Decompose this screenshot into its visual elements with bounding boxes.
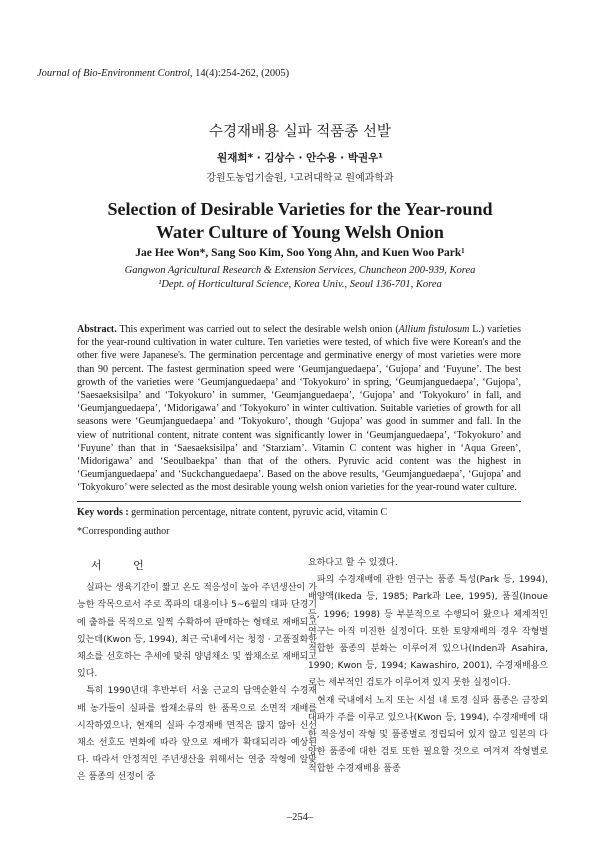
keywords <box>77 507 521 518</box>
journal-name: Journal of Bio-Environment Control, <box>37 68 193 79</box>
abstract <box>77 323 521 495</box>
body-paragraph-continued: 요하다고 할 수 있겠다. <box>308 558 398 568</box>
keywords-label: Key words : <box>77 507 129 518</box>
english-affiliation <box>0 264 600 292</box>
abstract-divider <box>77 501 521 502</box>
corresponding-author-note: *Corresponding author <box>77 526 170 537</box>
english-authors: Jae Hee Won*, Sang Soo Kim, Soo Yong Ahn, and Kuen Woo Park¹ <box>135 247 465 259</box>
body-paragraph: 파의 수경재배에 관한 연구는 품종 특성(Park 등, 1994), 배양액(Ikeda 등, 1985; Park과 Lee, 1995), 품질(Inoue 등, 1996; 1998) 등 부분적으로 수행되어 왔으나 체계적인 연구는 아직 미진한 실정이다. 또한 토양재배의 경우 작형별 적합한 품종의 분화는 이루어져 있으나(Inden과 Asahira, 1990; Kwon 등, 1994; Kawashiro, 2001), 수경재배용으로는 세부적인 검토가 이루어져 있지 못한 실정이다. <box>308 575 548 689</box>
affiliation-line-1: Gangwon Agricultural Research & Extension Services, Chuncheon 200-939, Korea <box>124 265 476 276</box>
body-column-left <box>77 555 317 787</box>
keywords-text: germination percentage, nitrate content, pyruvic acid, vitamin C <box>128 507 388 518</box>
journal-reference <box>37 68 289 79</box>
korean-authors: 원재희* · 김상수 · 안수용 · 박권우¹ <box>217 152 383 164</box>
english-title <box>0 198 600 244</box>
english-title-line-2: Water Culture of Young Welsh Onion <box>156 222 444 242</box>
body-paragraph: 실파는 생육기간이 짧고 온도 적응성이 높아 주년생산이 가능한 작목으로서 주로 쪽파의 대용이나 5~6월의 대파 단경기에 출하를 목적으로 일찍 수확하여 판매하는 형태로 재배되고 있는데(Kwon 등, 1994), 최근 국내에서는 청정 · 고품질화한 채소를 선호하는 추세에 맞춰 양념채소 및 쌈채소로 재배되고 있다. <box>77 583 317 680</box>
section-heading-introduction: 서 언 <box>91 559 158 572</box>
journal-issue: 14(4):254-262, (2005) <box>195 68 290 79</box>
korean-affiliation: 강원도농업기술원, ¹고려대학교 원예과학과 <box>206 173 394 184</box>
abstract-label: Abstract. <box>77 324 117 335</box>
page-number: –254– <box>286 812 314 823</box>
scientific-name: Allium fistulosum <box>398 324 470 335</box>
body-paragraph: 특히 1990년대 후반부터 서울 근교의 담액순환식 수경재배 농가들이 실파를 쌈채소류의 한 품목으로 소면적 재배를 시작하였으나, 현재의 실파 수경재배 면적은 많지 않아 신선채소 선호도 변화에 따라 앞으로 재배가 확대되리라 예상된다. 따라서 안정적인 주년생산을 위해서는 연중 작형에 알맞은 품종의 선정이 중 <box>77 686 317 783</box>
affiliation-line-2: ¹Dept. of Horticultural Science, Korea Univ., Seoul 136-701, Korea <box>158 279 442 290</box>
abstract-text-a: This experiment was carried out to select the desirable welsh onion ( <box>116 324 399 335</box>
korean-title: 수경재배용 실파 적품종 선발 <box>209 124 391 140</box>
abstract-text-b: L.) varieties for the year-round cultivation in water culture. Ten varieties were tested, of which five were Korean's and the other five were Japanese's. The germination percentage and germinative energy of most varieties were more than 90 percent. The fastest germination speed were ‘Geumjanguedaepa’, ‘Gujopa’ and ‘Fuyune’. The best growth of the varieties were ‘Geumjanguedaepa’ and ‘Tokyokuro’ in spring, ‘Geumjanguedaepa’, ‘Gujopa’, ‘Saesaeksisilpa’ and ‘Tokyokuro’ in summer, ‘Geumjanguedaepa’, ‘Gujopa’ and ‘Tokyokuro’ in fall, and ‘Geumjanguedaepa’, ‘Midorigawa’ and ‘Tokyokuro’ in winter cultivation. Suitable varieties of growth for all seasons were ‘Geumjanguedaepa’ and ‘Tokyokuro’, though ‘Gujopa’ was good in summer and fall. In the view of nutritional content, nitrate content was significantly lower in ‘Geumjanguedaepa’, ‘Tokyokuro’ and ‘Fuyune’ than that in ‘Saesaeksisilpa’ and ‘Starziam’. Vitamin C content was higher in ‘Aqua Green’, ‘Midorigawa’ and ‘Seoulbaekpa’ than that of the others. Pyruvic acid content was the highest in ‘Geumjanguedaepa’ and ‘Suckchanguedaepa’. Based on the above results, ‘Geumjanguedaepa’, ‘Gujopa’ and ‘Tokyokuro’ were selected as the most desirable young welsh onion varieties for the year-round water culture. <box>77 324 521 494</box>
english-title-line-1: Selection of Desirable Varieties for the Year-round <box>107 199 493 219</box>
body-column-right <box>308 555 548 779</box>
body-paragraph: 현재 국내에서 노지 또는 시설 내 토경 실파 품종은 금장외대파가 주를 이루고 있으나(Kwon 등, 1994), 수경재배에 대한 적응성이 작형 및 품종별로 정립되어 있지 않고 일본의 다양한 품종에 대한 검토 또한 필요할 것으로 여겨져 작형별로 적합한 수경재배용 품종 <box>308 695 548 775</box>
